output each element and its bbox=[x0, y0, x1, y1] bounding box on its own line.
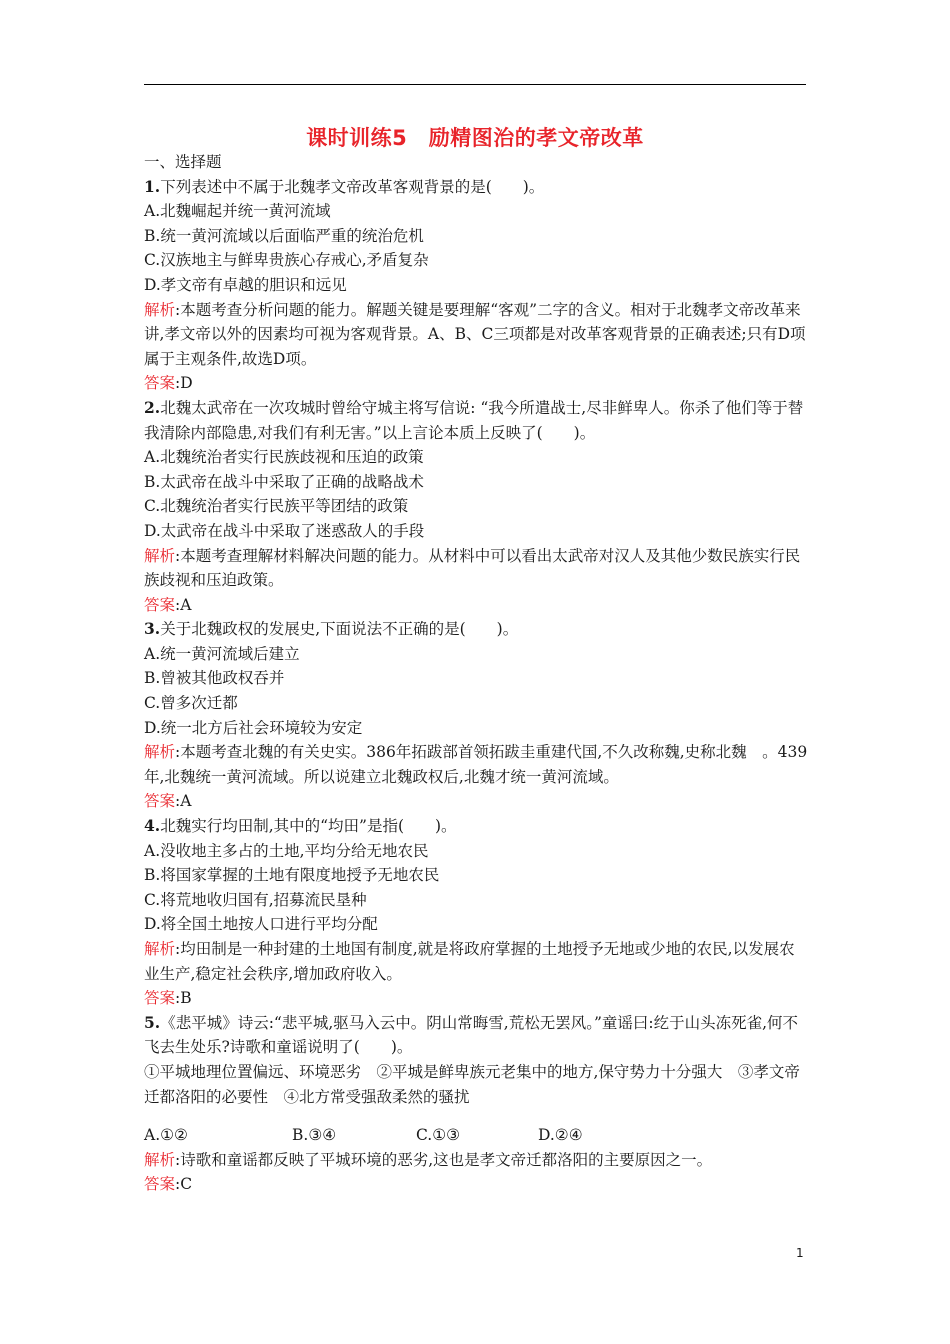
answer bbox=[144, 371, 808, 396]
option-d: D.太武帝在战斗中采取了迷惑敌人的手段 bbox=[144, 521, 425, 540]
question-stem bbox=[144, 396, 808, 445]
option-c: C.汉族地主与鲜卑贵族心存戒心,矛盾复杂 bbox=[144, 251, 429, 270]
question-number: 3. bbox=[144, 619, 161, 639]
section-heading: 一、选择题 bbox=[144, 153, 222, 171]
question-text: 关于北魏政权的发展史,下面说法不正确的是( )。 bbox=[160, 620, 519, 639]
analysis bbox=[144, 1148, 808, 1173]
document-body bbox=[144, 150, 808, 1197]
option-b: B.将国家掌握的土地有限度地授予无地农民 bbox=[144, 866, 440, 885]
question-3 bbox=[144, 617, 808, 814]
option-a: A.北魏崛起并统一黄河流域 bbox=[144, 202, 331, 221]
answer-value: :A bbox=[175, 792, 192, 811]
answer bbox=[144, 789, 808, 814]
question-stem bbox=[144, 175, 808, 200]
page-title: 课时训练5 励精图治的孝文帝改革 bbox=[306, 126, 644, 150]
answer-value: :A bbox=[175, 595, 192, 614]
question-text: 北魏实行均田制,其中的“均田”是指( )。 bbox=[160, 817, 457, 836]
answer-label: 答案 bbox=[144, 989, 176, 1008]
answer-value: :B bbox=[175, 989, 192, 1008]
option-a: A.没收地主多占的土地,平均分给无地农民 bbox=[144, 841, 429, 860]
option-a: A.①② bbox=[144, 1126, 188, 1145]
option-d: D.②④ bbox=[538, 1126, 583, 1145]
analysis-text: :诗歌和童谣都反映了平城环境的恶劣,这也是孝文帝迁都洛阳的主要原因之一。 bbox=[175, 1150, 713, 1169]
option-c: C.北魏统治者实行民族平等团结的政策 bbox=[144, 497, 409, 516]
option-d: D.统一北方后社会环境较为安定 bbox=[144, 718, 363, 737]
option-d: D.将全国土地按人口进行平均分配 bbox=[144, 915, 378, 934]
question-number: 2. bbox=[144, 397, 161, 417]
option-a: A.统一黄河流域后建立 bbox=[144, 644, 300, 663]
question-stem bbox=[144, 814, 808, 839]
analysis-text: :本题考查北魏的有关史实。386年拓跋部首领拓跋圭重建代国,不久改称魏,史称北魏 。439年,北魏统一黄河流域。所以说建立北魏政权后,北魏才统一黄河流域。 bbox=[144, 743, 808, 786]
question-stem bbox=[144, 1011, 808, 1060]
answer-label: 答案 bbox=[144, 1175, 176, 1194]
options-row bbox=[144, 1123, 808, 1148]
question-5 bbox=[144, 1011, 808, 1197]
analysis-label: 解析 bbox=[144, 743, 176, 762]
option-b: B.统一黄河流域以后面临严重的统治危机 bbox=[144, 226, 424, 245]
answer bbox=[144, 986, 808, 1011]
option-a: A.北魏统治者实行民族歧视和压迫的政策 bbox=[144, 448, 424, 467]
question-1 bbox=[144, 175, 808, 396]
question-number: 4. bbox=[144, 816, 161, 836]
question-text: 北魏太武帝在一次攻城时曾给守城主将写信说: “我今所遣战士,尽非鲜卑人。你杀了他们等于替我清除内部隐患,对我们有利无害。”以上言论本质上反映了( )。 bbox=[144, 398, 804, 442]
question-stem bbox=[144, 617, 808, 642]
answer-value: :D bbox=[175, 374, 193, 393]
answer-label: 答案 bbox=[144, 595, 176, 614]
answer bbox=[144, 593, 808, 618]
option-c: C.曾多次迁都 bbox=[144, 694, 238, 713]
option-c: C.将荒地收归国有,招募流民垦种 bbox=[144, 890, 367, 909]
question-number: 1. bbox=[144, 176, 161, 196]
header-rule bbox=[144, 84, 806, 85]
page-number: 1 bbox=[796, 1246, 804, 1260]
analysis bbox=[144, 298, 808, 372]
option-c: C.①③ bbox=[416, 1126, 461, 1145]
question-4 bbox=[144, 814, 808, 1011]
option-b: B.太武帝在战斗中采取了正确的战略战术 bbox=[144, 472, 424, 491]
analysis bbox=[144, 740, 808, 789]
analysis-text: :均田制是一种封建的土地国有制度,就是将政府掌握的土地授予无地或少地的农民,以发展农业生产,稳定社会秩序,增加政府收入。 bbox=[144, 940, 795, 983]
question-text: 下列表述中不属于北魏孝文帝改革客观背景的是( )。 bbox=[160, 177, 545, 196]
option-b: B.③④ bbox=[292, 1126, 337, 1145]
analysis bbox=[144, 937, 808, 986]
analysis-label: 解析 bbox=[144, 546, 176, 565]
analysis bbox=[144, 544, 808, 593]
analysis-text: :本题考查分析问题的能力。解题关键是要理解“客观”二字的含义。相对于北魏孝文帝改革来讲,孝文帝以外的因素均可视为客观背景。A、B、C三项都是对改革客观背景的正确表述;只有D项属于主观条件,故选D项。 bbox=[144, 300, 806, 368]
answer-label: 答案 bbox=[144, 374, 176, 393]
analysis-label: 解析 bbox=[144, 1150, 176, 1169]
answer-label: 答案 bbox=[144, 792, 176, 811]
question-number: 5. bbox=[144, 1012, 161, 1032]
answer bbox=[144, 1172, 808, 1197]
analysis-label: 解析 bbox=[144, 300, 176, 319]
question-text: 《悲平城》诗云:“悲平城,驱马入云中。阴山常晦雪,荒松无罢风。”童谣曰:纥于山头冻死雀,何不飞去生处乐?诗歌和童谣说明了( )。 bbox=[144, 1013, 799, 1057]
option-b: B.曾被其他政权吞并 bbox=[144, 669, 285, 688]
statement-items: ①平城地理位置偏远、环境恶劣 ②平城是鲜卑族元老集中的地方,保守势力十分强大 ③孝文帝迁都洛阳的必要性 ④北方常受强敌柔然的骚扰 bbox=[144, 1062, 800, 1106]
option-d: D.孝文帝有卓越的胆识和远见 bbox=[144, 275, 347, 294]
analysis-label: 解析 bbox=[144, 940, 176, 958]
answer-value: :C bbox=[175, 1175, 193, 1194]
analysis-text: :本题考查理解材料解决问题的能力。从材料中可以看出太武帝对汉人及其他少数民族实行民族歧视和压迫政策。 bbox=[144, 546, 801, 590]
question-2 bbox=[144, 396, 808, 617]
